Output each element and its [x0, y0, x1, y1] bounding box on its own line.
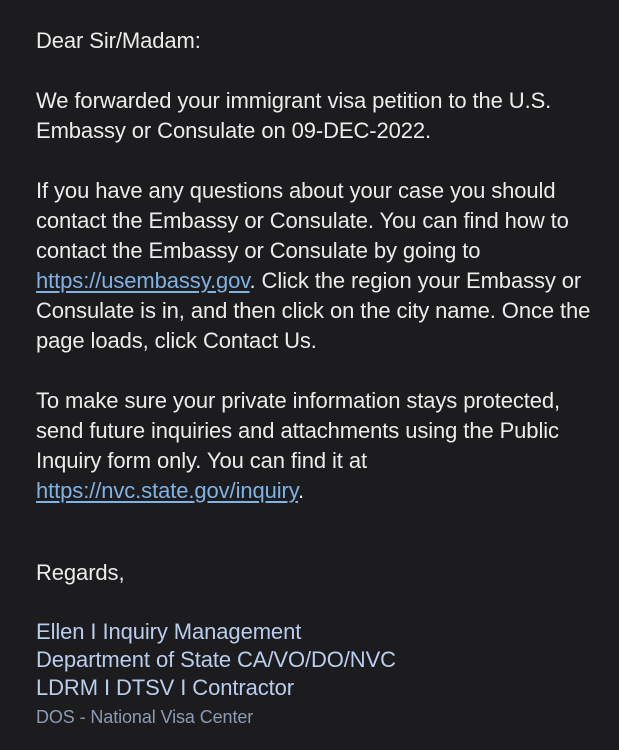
signature-department: Department of State CA/VO/DO/NVC	[36, 647, 396, 672]
paragraph-inquiry-text-b: .	[298, 478, 305, 503]
usembassy-link[interactable]: https://usembassy.gov	[36, 268, 250, 293]
nvc-inquiry-link[interactable]: https://nvc.state.gov/inquiry	[36, 478, 299, 503]
paragraph-contact-text-a: If you have any questions about your case you should contact the Embassy or Consulate. You can find how to contact the Embassy or Consulate by going to	[36, 178, 569, 263]
closing: Regards,	[36, 560, 125, 585]
paragraph-inquiry-form	[36, 386, 596, 506]
signature-name: Ellen I Inquiry Management	[36, 619, 302, 644]
paragraph-forwarded: We forwarded your immigrant visa petition to the U.S. Embassy or Consulate on 09-DEC-2022.	[36, 88, 552, 143]
signature-block	[36, 618, 596, 729]
paragraph-inquiry-text-a: To make sure your private information stays protected, send future inquiries and attachments using the Public Inquiry form only. You can find it at	[36, 388, 561, 473]
greeting: Dear Sir/Madam:	[36, 28, 201, 53]
email-body	[36, 26, 596, 729]
signature-role: LDRM I DTSV I Contractor	[36, 675, 294, 700]
paragraph-contact-text-b: . Click the region your Embassy or Consulate is in, and then click on the city name. Once the page loads, click Contact Us.	[36, 268, 591, 353]
signature-office: DOS - National Visa Center	[36, 707, 254, 727]
paragraph-contact-embassy	[36, 176, 596, 356]
